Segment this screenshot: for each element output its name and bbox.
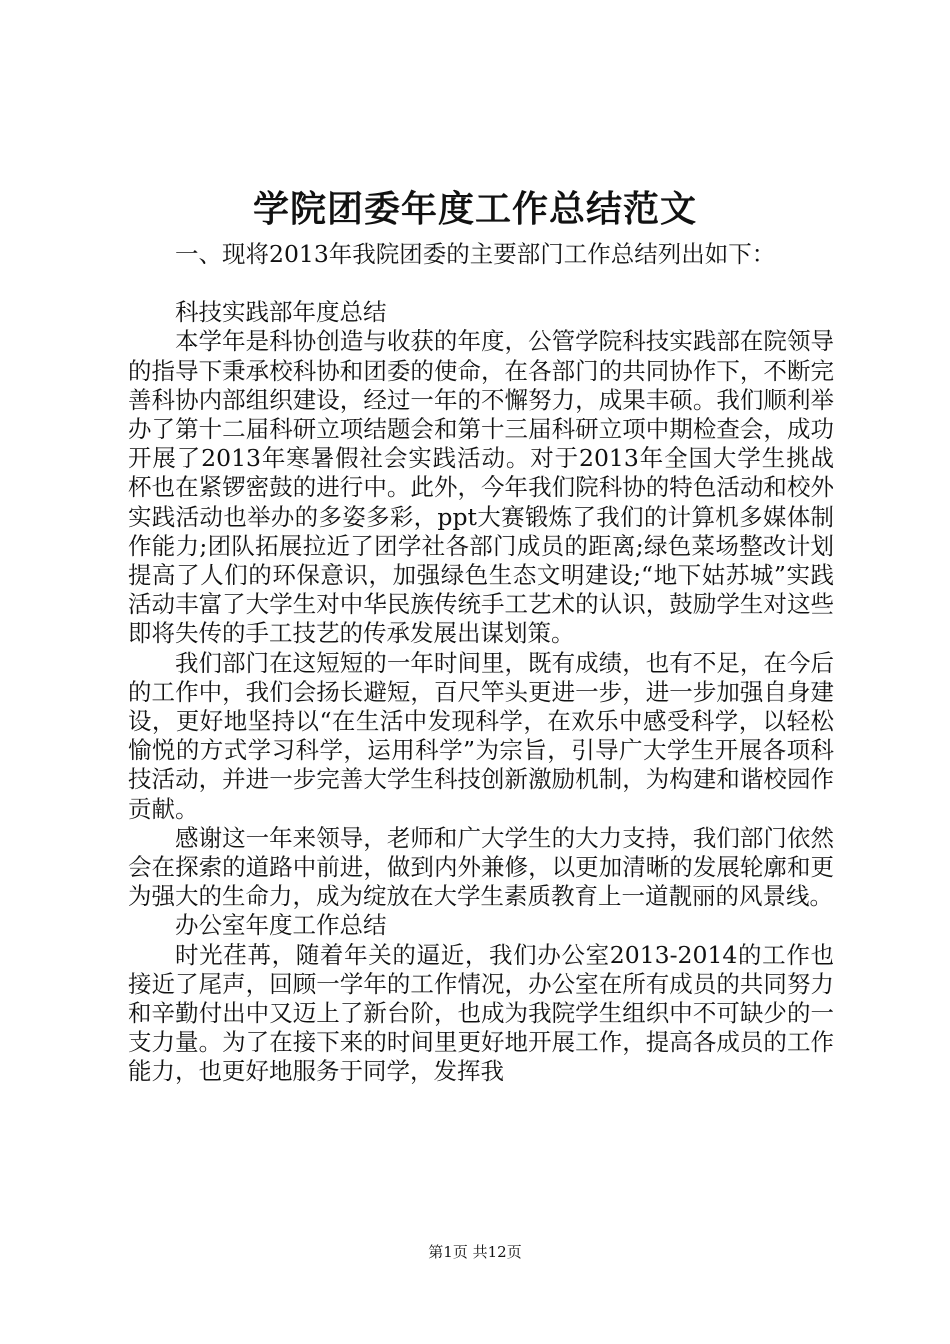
body-paragraph: 时光荏苒，随着年关的逼近，我们办公室2013-2014的工作也接近了尾声，回顾一学年的工作情况，办公室在所有成员的共同努力和辛勤付出中又迈上了新台阶，也成为我院学生组织中不可缺少的一支力量。为了在接下来的时间里更好地开展工作，提高各成员的工作能力，也更好地服务于同学，发挥我 [128, 940, 834, 1086]
intro-paragraph: 一、现将2013年我院团委的主要部门工作总结列出如下： [175, 240, 776, 268]
document-title: 学院团委年度工作总结范文 [252, 188, 697, 230]
document-body [128, 240, 834, 1087]
page-number-footer: 第1页 共12页 [428, 1243, 522, 1261]
body-paragraph: 本学年是科协创造与收获的年度，公管学院科技实践部在院领导的指导下秉承校科协和团委的使命，在各部门的共同协作下，不断完善科协内部组织建设，经过一年的不懈努力，成果丰硕。我们顺利举办了第十二届科研立项结题会和第十三届科研立项中期检查会，成功开展了2013年寒暑假社会实践活动。对于2013年全国大学生挑战杯也在紧锣密鼓的进行中。此外，今年我们院科协的特色活动和校外实践活动也举办的多姿多彩，ppt大赛锻炼了我们的计算机多媒体制作能力;团队拓展拉近了团学社各部门成员的距离;绿色菜场整改计划提高了人们的环保意识，加强绿色生态文明建设;“地下姑苏城”实践活动丰富了大学生对中华民族传统手工艺术的认识，鼓励学生对这些即将失传的手工技艺的传承发展出谋划策。 [128, 327, 834, 648]
section-heading-tech-practice: 科技实践部年度总结 [175, 298, 387, 327]
body-paragraph: 我们部门在这短短的一年时间里，既有成绩，也有不足，在今后的工作中，我们会扬长避短，百尺竿头更进一步，进一步加强自身建设，更好地坚持以“在生活中发现科学，在欢乐中感受科学，以轻松愉悦的方式学习科学，运用科学”为宗旨，引导广大学生开展各项科技活动，并进一步完善大学生科技创新激励机制，为构建和谐校园作贡献。 [128, 648, 834, 823]
body-paragraph: 感谢这一年来领导，老师和广大学生的大力支持，我们部门依然会在探索的道路中前进，做到内外兼修，以更加清晰的发展轮廓和更为强大的生命力，成为绽放在大学生素质教育上一道靓丽的风景线。 [128, 823, 834, 911]
section-heading-office: 办公室年度工作总结 [175, 911, 387, 940]
